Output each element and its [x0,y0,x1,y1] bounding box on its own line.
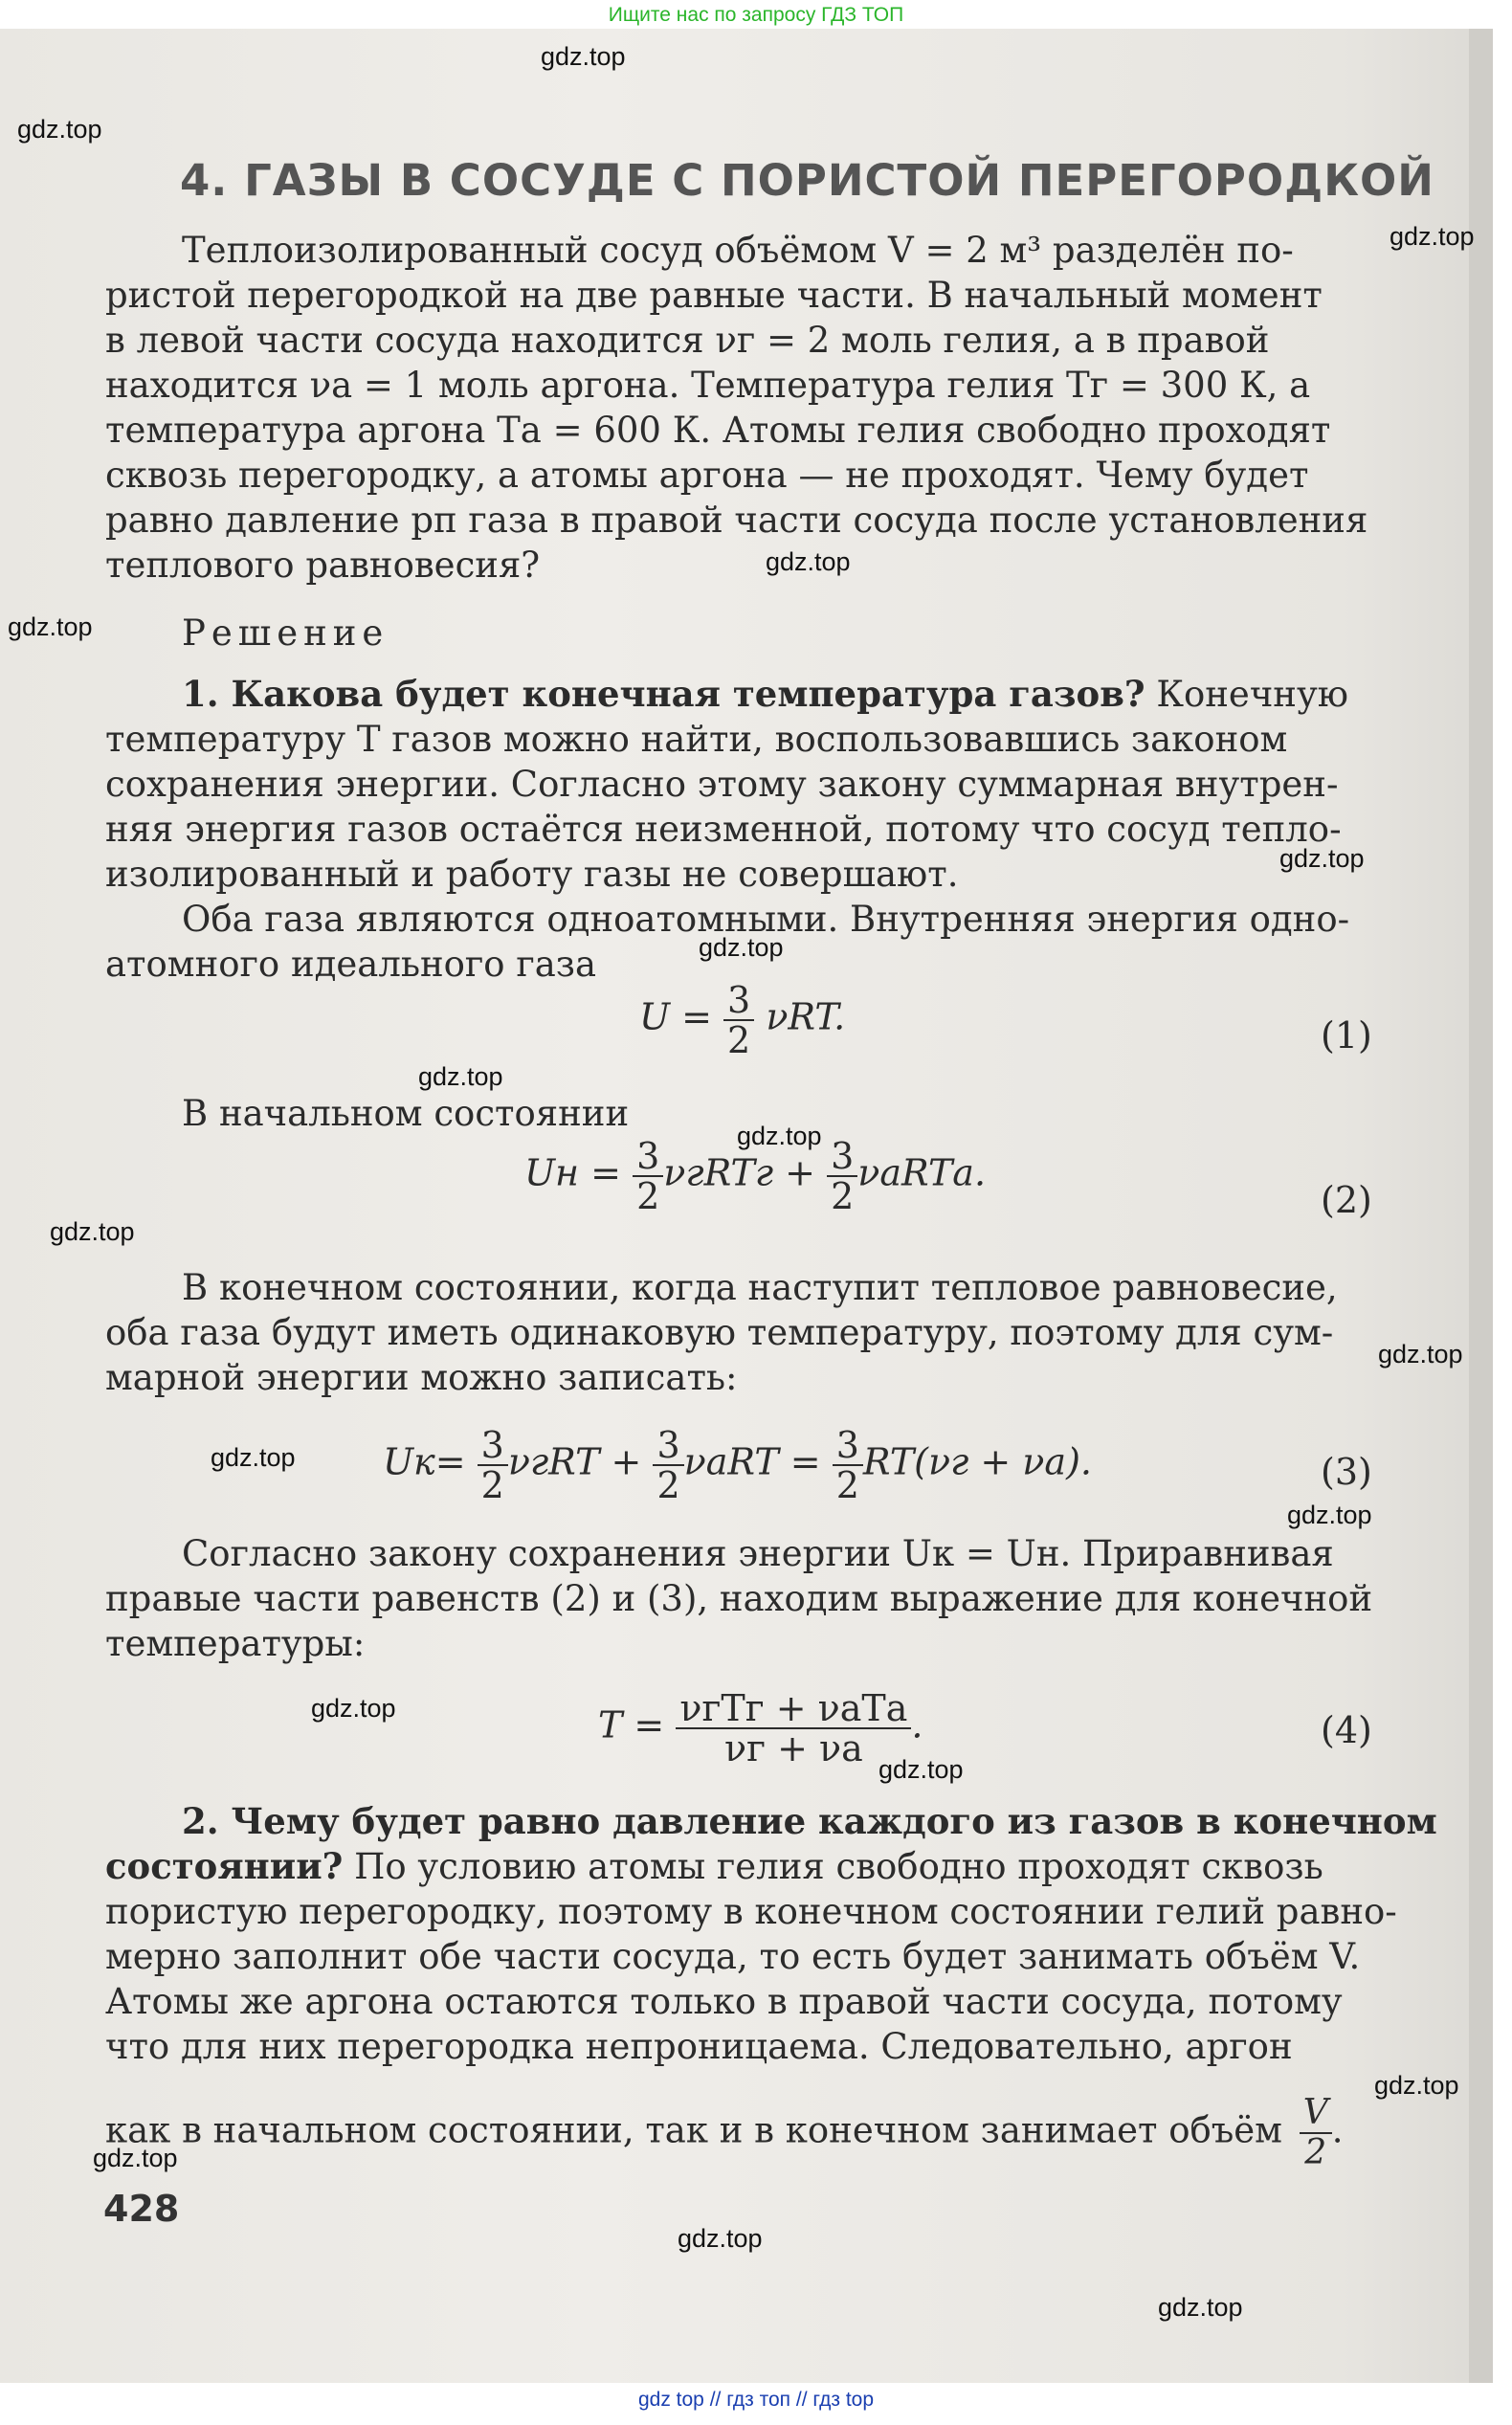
watermark: gdz.top [50,1217,135,1246]
watermark: gdz.top [1158,2293,1243,2322]
text-line [105,1844,1378,1889]
section-title: 4. ГАЗЫ В СОСУДЕ С ПОРИСТОЙ ПЕРЕГОРОДКОЙ [180,155,1434,206]
text-line: как в начальном состоянии, так и в конечном занимает объём $\frac{V}{2}$ . [105,2093,1344,2172]
text-line: оба газа будут иметь одинаковую температуру, поэтому для сум- [105,1312,1334,1353]
text-line: няя энергия газов остаётся неизменной, потому что сосуд тепло- [105,809,1342,850]
text-line: температуру T газов можно найти, воспользовавшись законом [105,719,1288,760]
equation-2: Uн = $\frac{3}{2}$ νгRTг + $\frac{3}{2}$ νаRTа. [524,1135,987,1217]
watermark: gdz.top [93,2144,178,2172]
text-line: ристой перегородкой на две равные части. В начальный момент [105,275,1323,316]
equation-3: Uк= $\frac{3}{2}$ νгRT + $\frac{3}{2}$ νаRT = $\frac{3}{2}$ RT(νг + νа). [383,1424,1092,1506]
text-line: температура аргона Tа = 600 К. Атомы гелия свободно проходят [105,410,1331,451]
equation-number: (4) [1321,1709,1372,1751]
watermark: gdz.top [1287,1501,1372,1529]
text-line: теплового равновесия? [105,545,541,586]
watermark: gdz.top [678,2224,763,2253]
text-line: мерно заполнит обе части сосуда, то есть будет занимать объём V. [105,1936,1361,1977]
watermark: gdz.top [737,1122,822,1150]
watermark: gdz.top [17,115,102,144]
equation-1: U = $\frac{3}{2}$ νRT. [639,979,846,1061]
watermark: gdz.top [699,933,784,962]
equation-number: (2) [1321,1179,1372,1221]
question-2-title-cont: состоянии? [105,1845,344,1887]
watermark: gdz.top [418,1062,503,1091]
text-line: Атомы же аргона остаются только в правой части сосуда, потому [105,1981,1343,2022]
page-edge [1469,29,1493,2383]
question-1 [182,672,1378,717]
watermark: gdz.top [766,547,851,576]
text-line: В конечном состоянии, когда наступит тепловое равновесие, [182,1267,1338,1308]
fraction-v-over-2: $\frac{V}{2}$ [1300,2094,1332,2172]
watermark: gdz.top [211,1443,296,1472]
watermark: gdz.top [1390,222,1475,251]
watermark: gdz.top [1374,2071,1459,2100]
question-2-title: 2. Чему будет равно давление каждого из газов в конечном [182,1800,1437,1842]
text-line: сквозь перегородку, а атомы аргона — не проходят. Чему будет [105,455,1309,496]
text-line: пористую перегородку, поэтому в конечном состоянии гелий равно- [105,1891,1397,1932]
solution-heading: Решение [182,612,389,654]
watermark: gdz.top [1378,1340,1463,1368]
text-span: По условию атомы гелия свободно проходят сквозь [343,1846,1323,1887]
text-line: В начальном состоянии [182,1093,630,1134]
text-line: сохранения энергии. Согласно этому закону суммарная внутрен- [105,764,1339,805]
watermark: gdz.top [541,42,626,71]
text-line: правые части равенств (2) и (3), находим выражение для конечной [105,1578,1373,1619]
text-span: Конечную [1145,674,1348,715]
text-line: температуры: [105,1623,366,1664]
text-line: Оба газа являются одноатомными. Внутренняя энергия одно- [182,899,1350,940]
text-line: Согласно закону сохранения энергии Uк = Uн. Приравнивая [182,1533,1334,1574]
watermark: gdz.top [878,1755,964,1784]
text-line: марной энергии можно записать: [105,1357,738,1398]
text-line: равно давление pп газа в правой части сосуда после установления [105,500,1368,541]
text-line: изолированный и работу газы не совершают. [105,854,959,895]
watermark: gdz.top [1279,844,1365,873]
watermark: gdz.top [311,1694,396,1723]
text-line: Теплоизолированный сосуд объёмом V = 2 м³ разделён по- [182,230,1294,271]
equation-number: (3) [1321,1451,1372,1493]
equation-4: T = $\frac{\text{νгTг + νаTа}}{\nu г + \nu а}$ . [598,1687,923,1769]
question-1-title: 1. Какова будет конечная температура газов? [182,673,1145,715]
bottom-banner-link[interactable]: gdz top // гдз топ // гдз top [637,2389,875,2411]
text-line: находится νа = 1 моль аргона. Температура гелия Tг = 300 К, а [105,365,1311,406]
text-line: атомного идеального газа [105,944,597,985]
text-line: что для них перегородка непроницаема. Следовательно, аргон [105,2026,1293,2067]
watermark: gdz.top [8,612,93,641]
equation-number: (1) [1321,1014,1372,1057]
text-line: в левой части сосуда находится νг = 2 моль гелия, а в правой [105,320,1270,361]
page-number: 428 [103,2188,180,2230]
top-banner-link[interactable]: Ищите нас по запросу ГДЗ ТОП [608,4,904,26]
